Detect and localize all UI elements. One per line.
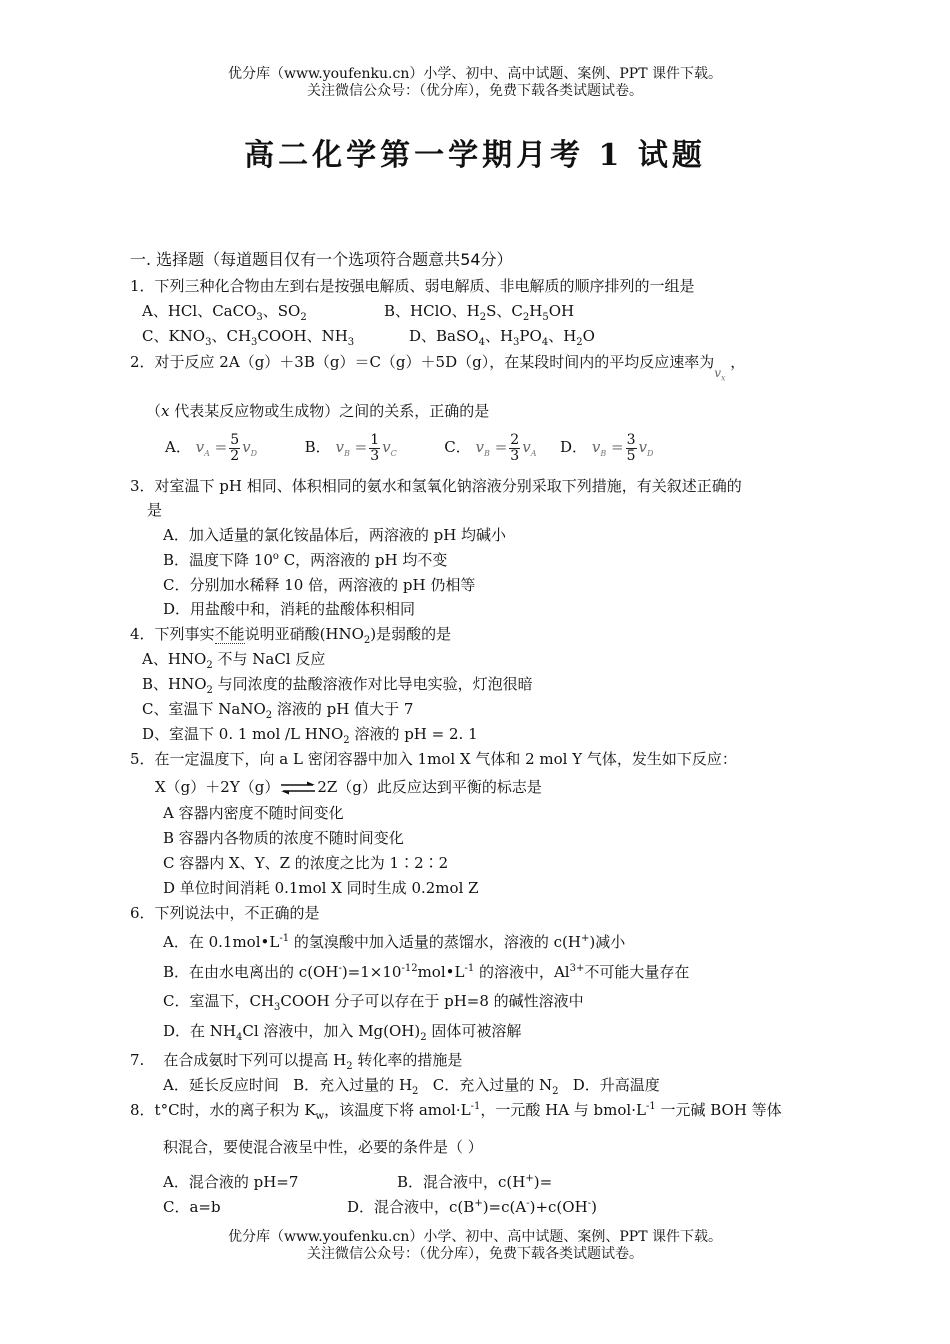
q4-option-c: C、室温下 NaNO$_2$ 溶液的 pH 值大于 7 (142, 700, 414, 721)
q2-options (165, 427, 653, 467)
q8-stem: 8．t°C时，水的离子积为 $K_w$，该温度下将 $amol\cdot L^{-1}$，一元酸 HA 与 $bmol\cdot L^{-1}$ 一元碱 BOH 等体 (130, 1101, 782, 1122)
q3-option-c: C．分别加水稀释 10 倍，两溶液的 pH 仍相等 (163, 576, 476, 594)
q2-option-a: A． $v_A$ = $\frac{5}{2}$ $v_D$ (165, 431, 258, 464)
q8-option-a: A．混合液的 pH=7 (163, 1173, 299, 1191)
q6-option-a: A．在 $0.1mol•L^{-1}$ 的氢溴酸中加入适量的蒸馏水，溶液的 c(H+)减小 (163, 933, 626, 951)
q7-stem: 7. 在合成氨时下列可以提高 $H_2$ 转化率的措施是 (130, 1051, 463, 1072)
footer-line-1: 优分库（www.youfenku.cn）小学、初中、高中试题、案例、PPT 课件下载。 (227, 1229, 722, 1245)
q6-option-c: C．室温下，$CH_3COOH$ 分子可以存在于 pH=8 的碱性溶液中 (163, 992, 584, 1013)
q1-option-b: B、HClO、$H_2S$、$C_2H_5OH$ (384, 302, 575, 323)
page-title: 高二化学第一学期月考 1 试题 (244, 138, 706, 173)
section-heading-text: 一. 选择题（每道题目仅有一个选项符合题意共 (130, 250, 461, 269)
q6-stem: 6．下列说法中，不正确的是 (130, 904, 320, 922)
section-heading (130, 250, 513, 270)
q7-options (163, 1075, 660, 1095)
q2-option-d: D． $v_B$ = $\frac{3}{5}$ $v_D$ (560, 431, 654, 464)
q3-stem-line2: 是 (147, 501, 163, 519)
q2-note: （x 代表某反应物或生成物）之间的关系，正确的是 (146, 402, 490, 420)
q3-option-b: B．温度下降 10$^o$ C，两溶液的 pH 均不变 (163, 551, 448, 569)
q1-option-c: C、$KNO_3$、$CH_3COOH$、$NH_3$ (142, 327, 355, 348)
page-footer (0, 1229, 950, 1263)
q3-stem-line1: 3．对室温下 pH 相同、体积相同的氨水和氢氧化钠溶液分别采取下列措施，有关叙述正确的 (130, 477, 742, 495)
q2-option-c: C． $v_B$ = $\frac{2}{3}$ $v_A$ (444, 431, 537, 464)
q7-option-c: C．充入过量的 $N_2$ (432, 1076, 559, 1097)
footer-line-2: 关注微信公众号：（优分库），免费下载各类试题试卷。 (307, 1246, 643, 1262)
section-score: 54 (460, 250, 481, 269)
q3-option-a: A．加入适量的氯化铵晶体后，两溶液的 pH 均碱小 (163, 526, 507, 544)
q8-option-c: C．a=b (163, 1198, 221, 1216)
page-header (0, 66, 950, 100)
q4-stem: 4．下列事实不能说明亚硝酸$(HNO_2)$是弱酸的是 (130, 625, 452, 646)
q1-stem: 1．下列三种化合物由左到右是按强电解质、弱电解质、非电解质的顺序排列的一组是 (130, 277, 695, 295)
rate-symbol: vx (714, 366, 726, 383)
q5-option-c: C 容器内 X、Y、Z 的浓度之比为 1∶2∶2 (163, 854, 449, 872)
q5-option-a: A 容器内密度不随时间变化 (163, 804, 344, 822)
q7-option-d: D．升高温度 (572, 1076, 660, 1094)
q4-option-a: A、$HNO_2$ 不与 NaCl 反应 (142, 650, 326, 671)
q3-option-d: D．用盐酸中和，消耗的盐酸体积相同 (163, 600, 416, 618)
q5-reaction: X（g）＋2Y（g） 2Z（g）此反应达到平衡的标志是 (155, 778, 542, 796)
q2-option-b: B． $v_B$ = $\frac{1}{3}$ $v_C$ (304, 431, 397, 464)
header-line-2: 关注微信公众号：（优分库），免费下载各类试题试卷。 (307, 83, 643, 99)
q4-option-b: B、$HNO_2$ 与同浓度的盐酸溶液作对比导电实验，灯泡很暗 (142, 675, 533, 696)
q4-option-d: D、室温下 0. 1 mol /L $HNO_2$ 溶液的 pH = 2. 1 (142, 725, 478, 746)
q2-stem: 2．对于反应 2A（g）＋3B（g）＝C（g）＋5D（g），在某段时间内的平均反应速率为$_{v_x}$ ， (130, 353, 746, 383)
q5-stem: 5．在一定温度下，向 a L 密闭容器中加入 1mol X 气体和 2 mol Y 气体，发生如下反应： (130, 750, 737, 768)
q8-option-d: D．混合液中，c(B+)=c(A-)+c(OH-) (347, 1198, 597, 1216)
section-heading-end: 分） (480, 250, 513, 269)
q5-option-b: B 容器内各物质的浓度不随时间变化 (163, 829, 404, 847)
q8-option-b: B．混合液中，c(H+)= (397, 1173, 553, 1191)
q5-option-d: D 单位时间消耗 0.1mol X 同时生成 0.2mol Z (163, 879, 479, 897)
q1-option-d: D、BaSO$_4$、$H_3PO_4$、$H_2O$ (409, 327, 595, 348)
header-line-1: 优分库（www.youfenku.cn）小学、初中、高中试题、案例、PPT 课件下载。 (227, 66, 722, 82)
q4-emphasis: 不能 (214, 625, 245, 643)
q1-option-a: A、HCl、CaCO$_3$、$SO_2$ (142, 302, 307, 323)
q7-option-a: A．延长反应时间 (163, 1076, 279, 1094)
q6-option-d: D．在 $NH_4Cl$ 溶液中，加入 $Mg(OH)_2$ 固体可被溶解 (163, 1022, 522, 1043)
q6-option-b: B．在由水电离出的 $c(OH^-)=1\times 10^{-12}mol•L^{-1}$ 的溶液中，$Al^{3+}$不可能大量存在 (163, 963, 690, 981)
equilibrium-arrows-icon (279, 780, 317, 796)
q8-stem-line2: 积混合，要使混合液呈中性，必要的条件是（ ） (163, 1138, 483, 1156)
q7-option-b: B．充入过量的 $H_2$ (293, 1076, 419, 1097)
